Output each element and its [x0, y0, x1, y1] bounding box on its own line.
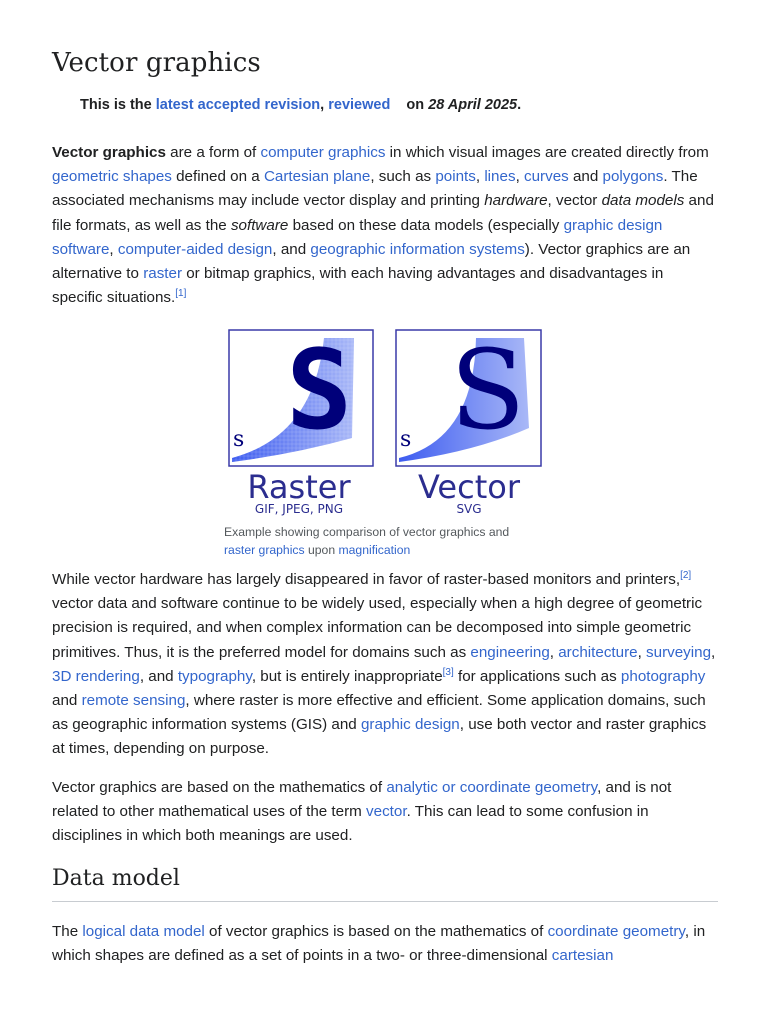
raster-panel [229, 328, 373, 466]
data-model-paragraph [52, 920, 718, 968]
raster-vs-vector-figure[interactable] [224, 328, 544, 520]
text: , [475, 168, 485, 186]
reference-link[interactable]: [1] [175, 288, 187, 300]
text: based on these data models (especially [288, 216, 564, 234]
link-raster-graphics[interactable]: raster graphics [224, 543, 305, 557]
vector-panel [396, 328, 541, 466]
text: , where raster is more effective and efficient. Some application domains, such as geographic information systems (GIS) and [52, 692, 706, 734]
text: . The associated mechanisms may include vector display and printing [52, 168, 698, 210]
text: of vector graphics is based on the mathematics of [204, 923, 548, 940]
text: , [711, 643, 716, 661]
figure-caption [224, 523, 534, 559]
link-magnification[interactable]: magnification [338, 543, 411, 557]
link-architecture[interactable]: architecture [558, 643, 638, 661]
link-coordinate-geometry[interactable]: coordinate geometry [547, 923, 685, 940]
link-curves[interactable]: curves [524, 168, 569, 186]
text: in which visual images are created directly from [385, 144, 709, 161]
vector-big-letter: S [450, 328, 526, 454]
link-graphic-design-software[interactable]: graphic design software [52, 216, 663, 258]
text: , [549, 643, 559, 661]
text: or bitmap graphics, with each having advantages and disadvantages in specific situations. [52, 265, 664, 307]
link-graphic-design[interactable]: graphic design [360, 716, 460, 734]
intro-paragraph [52, 141, 718, 310]
link-vector[interactable]: vector [366, 803, 407, 821]
text: While vector hardware has largely disappeared in favor of raster-based monitors and printers, [52, 571, 681, 588]
link-photography[interactable]: photography [620, 667, 706, 685]
text: , and [139, 667, 178, 685]
revision-prefix: This is the [80, 97, 156, 113]
italic-text: hardware [484, 192, 548, 210]
hardware-paragraph [52, 568, 718, 762]
page-title: Vector graphics [52, 48, 261, 78]
link-remote-sensing[interactable]: remote sensing [81, 692, 186, 710]
italic-text: software [230, 216, 289, 234]
caption-text: upon [304, 543, 339, 557]
link-3d-rendering[interactable]: 3D rendering [52, 667, 140, 685]
reviewed-link[interactable]: reviewed [328, 97, 391, 113]
raster-small-letter: s [233, 427, 245, 452]
text: , and is not related to other mathematical uses of the term [52, 779, 672, 821]
reference-3[interactable] [443, 667, 454, 678]
revision-end: . [517, 97, 522, 113]
text: defined on a [171, 168, 264, 186]
latest-revision-link[interactable]: latest accepted revision [155, 97, 321, 113]
text: , in which shapes are defined as a set of points in a two- or three-dimensional [52, 923, 706, 965]
reference-link[interactable]: [2] [680, 570, 692, 581]
raster-big-letter: S [286, 328, 353, 454]
text: and [568, 168, 603, 186]
italic-text: data models [601, 192, 685, 210]
text: , [109, 240, 118, 258]
link-typography[interactable]: typography [177, 667, 252, 685]
text: and [52, 692, 82, 710]
revision-date: 28 April 2025 [428, 97, 518, 113]
link-gis[interactable]: geographic information systems [310, 240, 525, 258]
raster-formats: GIF, JPEG, PNG [254, 502, 344, 516]
link-analytic-geometry[interactable]: analytic or coordinate geometry [386, 779, 598, 796]
text: , such as [370, 168, 436, 186]
revision-notice [80, 97, 521, 113]
text: . This can lead to some confusion in disciplines in which both meanings are used. [52, 803, 649, 845]
text: , and [272, 240, 311, 258]
reference-1[interactable] [175, 288, 186, 299]
link-computer-graphics[interactable]: computer graphics [260, 144, 386, 161]
link-surveying[interactable]: surveying [646, 643, 712, 661]
term-bold: Vector graphics [52, 144, 166, 161]
link-computer-aided-design[interactable]: computer-aided design [117, 240, 273, 258]
vector-label: Vector [418, 468, 520, 506]
comparison-image [224, 328, 544, 520]
link-points[interactable]: points [435, 168, 476, 186]
text: and file formats, as well as the [52, 192, 714, 234]
link-polygons[interactable]: polygons [602, 168, 664, 186]
reference-link[interactable]: [3] [442, 666, 454, 678]
link-engineering[interactable]: engineering [470, 643, 550, 661]
text: ). Vector graphics are an alternative to [52, 240, 691, 283]
link-logical-data-model[interactable]: logical data model [82, 923, 205, 940]
raster-label: Raster [247, 468, 351, 506]
text: are a form of [165, 144, 261, 161]
text: Vector graphics are based on the mathematics of [52, 779, 387, 796]
link-raster[interactable]: raster [143, 265, 183, 283]
text: , vector [547, 192, 602, 210]
link-cartesian[interactable]: cartesian [551, 947, 614, 965]
text: The [52, 923, 83, 940]
math-paragraph [52, 776, 718, 849]
text: , [637, 643, 647, 661]
reference-2[interactable] [680, 570, 691, 581]
text: , use both vector and raster graphics at times, depending on purpose. [52, 716, 707, 758]
revision-separator: , [320, 97, 329, 113]
vector-formats: SVG [456, 502, 482, 516]
link-geometric-shapes[interactable]: geometric shapes [52, 168, 172, 186]
text: for applications such as [453, 667, 621, 685]
caption-text: Example showing comparison of vector graphics and [224, 525, 510, 539]
text: , but is entirely inappropriate [251, 667, 443, 685]
section-heading-data-model: Data model [52, 866, 718, 902]
text: vector data and software continue to be widely used, especially when a high degree of geometric precision is required, and when complex information can be decomposed into simple geometric primitives. Thus, it is the preferred model for domains such as [52, 595, 703, 661]
text: , [515, 168, 525, 186]
link-lines[interactable]: lines [484, 168, 516, 186]
link-cartesian-plane[interactable]: Cartesian plane [263, 168, 371, 186]
revision-on: on [402, 97, 429, 113]
vector-small-letter: s [400, 427, 412, 452]
